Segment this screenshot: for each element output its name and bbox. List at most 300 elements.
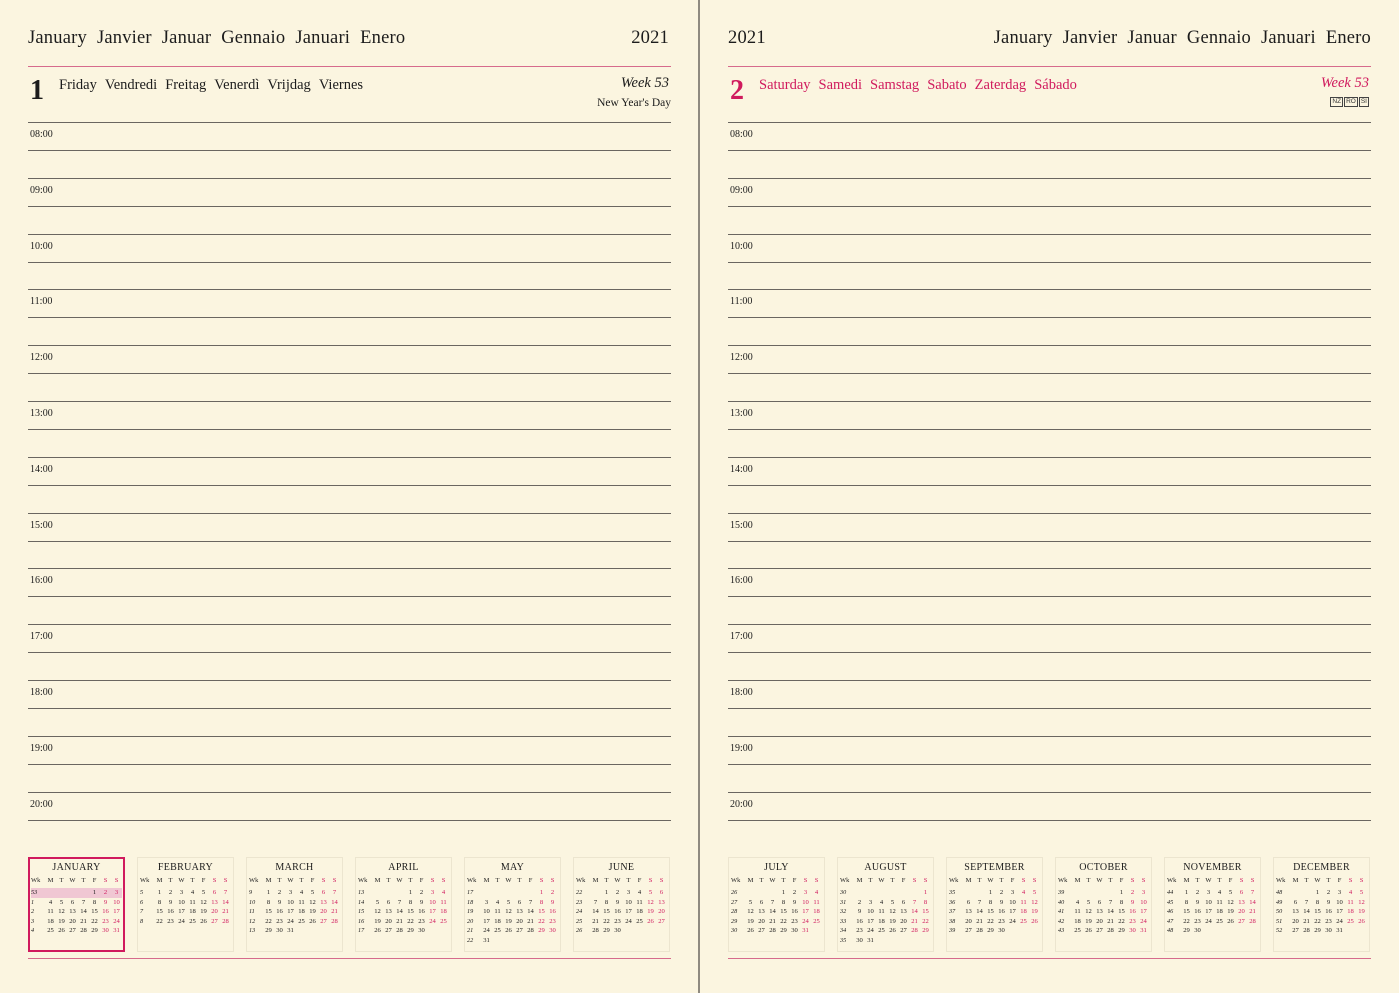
calendar-week-row	[731, 926, 822, 936]
calendar-week-row	[358, 907, 449, 917]
month-name: Gennaio	[221, 28, 286, 48]
day-name: Friday	[59, 77, 97, 93]
weekday-label: T	[59, 877, 64, 884]
calendar-day: 22	[538, 917, 545, 925]
week-number: 31	[840, 898, 847, 906]
mini-calendar-may	[464, 857, 561, 952]
calendar-day: 3	[868, 898, 873, 906]
weekday-label: T	[81, 877, 86, 884]
calendar-day: 14	[769, 908, 776, 916]
calendar-day: 15	[91, 908, 98, 916]
calendar-day	[318, 926, 329, 936]
week-number: 38	[949, 917, 956, 925]
calendar-day: 11	[189, 898, 196, 906]
calendar-week-row	[467, 926, 558, 936]
weekday-label: T	[1326, 877, 1331, 884]
calendar-day: 2	[277, 889, 282, 896]
time-label: 08:00	[30, 129, 53, 140]
calendar-day: 19	[1085, 917, 1092, 925]
weekday-label: W	[769, 877, 776, 884]
calendar-day: 21	[592, 917, 599, 925]
calendar-month-name: JUNE	[608, 862, 635, 873]
calendar-day: 18	[1347, 908, 1354, 916]
time-label: 09:00	[30, 184, 53, 196]
calendar-day: 7	[912, 898, 917, 906]
calendar-day: 27	[758, 927, 765, 935]
header-rule	[728, 66, 1371, 67]
calendar-day: 6	[901, 898, 906, 906]
calendar-day: 14	[222, 898, 229, 906]
calendar-day: 22	[603, 917, 610, 925]
week-number: 33	[840, 917, 847, 925]
month-name: Enero	[360, 28, 406, 48]
calendar-day: 17	[178, 908, 185, 916]
weekday-label: S	[539, 877, 544, 884]
calendar-day: 20	[320, 908, 327, 916]
calendar-day: 19	[374, 917, 381, 925]
calendar-day: 27	[69, 927, 76, 935]
weekday-label: F	[528, 877, 533, 884]
time-label: 13:00	[730, 408, 753, 419]
calendar-day: 10	[113, 898, 120, 906]
weekday-label: F	[201, 877, 206, 884]
calendar-week-row	[731, 898, 822, 908]
calendar-day: 16	[1325, 908, 1332, 916]
calendar-day: 1	[1119, 889, 1124, 896]
calendar-day: 8	[1184, 898, 1189, 906]
calendar-week-row	[731, 888, 822, 898]
calendar-day: 5	[59, 898, 64, 906]
calendar-week-row	[576, 926, 667, 936]
calendar-day: 9	[792, 898, 797, 906]
calendar-day: 30	[856, 936, 863, 944]
calendar-week-row	[467, 907, 558, 917]
calendar-day: 21	[1303, 917, 1310, 925]
calendar-day: 27	[1292, 927, 1299, 935]
hour-rule	[728, 206, 1371, 207]
calendar-day: 16	[418, 908, 425, 916]
calendar-day: 27	[320, 917, 327, 925]
hour-rule	[28, 736, 671, 737]
week-number: 12	[249, 917, 256, 925]
weekday-label: F	[1119, 877, 1124, 884]
calendar-day: 30	[276, 927, 283, 935]
calendar-day: 3	[179, 889, 184, 896]
weekday-label: T	[495, 877, 500, 884]
calendar-day	[1290, 888, 1301, 898]
calendar-day	[811, 926, 822, 936]
calendar-day: 19	[505, 917, 512, 925]
calendar-day: 9	[550, 898, 555, 906]
calendar-day: 1	[266, 889, 271, 896]
mini-calendar-march	[246, 857, 343, 952]
day-number: 2	[730, 75, 744, 106]
calendar-day: 17	[1205, 908, 1212, 916]
calendar-day: 3	[1141, 889, 1146, 896]
calendar-day: 14	[976, 908, 983, 916]
calendar-day	[876, 888, 887, 898]
calendar-week-row	[1167, 926, 1258, 936]
calendar-day: 20	[965, 917, 972, 925]
calendar-day	[898, 888, 909, 898]
calendar-day: 2	[419, 889, 424, 896]
week-number: 25	[576, 917, 583, 925]
day-name: Sábado	[1034, 77, 1077, 93]
calendar-day: 26	[374, 927, 381, 935]
calendar-day: 25	[189, 917, 196, 925]
hour-rule	[728, 820, 1371, 821]
calendar-day: 25	[1074, 927, 1081, 935]
week-number: 14	[358, 898, 365, 906]
calendar-day	[756, 888, 767, 898]
calendar-month-name: DECEMBER	[1293, 862, 1350, 873]
calendar-grid	[140, 888, 231, 926]
calendar-day: 20	[385, 917, 392, 925]
calendar-day: 30	[1194, 927, 1201, 935]
weekday-label: S	[550, 877, 555, 884]
calendar-day: 23	[998, 917, 1005, 925]
calendar-day: 3	[1010, 889, 1015, 896]
weekday-label: F	[901, 877, 906, 884]
hour-rule	[28, 513, 671, 514]
calendar-day: 19	[58, 917, 65, 925]
month-name: Janvier	[96, 28, 152, 48]
calendar-day	[45, 888, 56, 898]
calendar-day	[1105, 888, 1116, 898]
calendar-day: 12	[647, 898, 654, 906]
hour-rule	[28, 206, 671, 207]
calendar-day	[854, 888, 865, 898]
hour-rule	[28, 317, 671, 318]
day-name: Venerdì	[214, 77, 260, 93]
calendar-day: 2	[1326, 889, 1331, 896]
calendar-day: 14	[527, 908, 534, 916]
calendar-day: 8	[539, 898, 544, 906]
calendar-day	[1247, 926, 1258, 936]
calendar-day: 4	[1217, 889, 1222, 896]
calendar-day: 23	[102, 917, 109, 925]
calendar-day: 13	[1096, 908, 1103, 916]
calendar-day: 21	[331, 908, 338, 916]
calendar-day: 14	[1303, 908, 1310, 916]
weekday-label: S	[814, 877, 819, 884]
calendar-day: 28	[976, 927, 983, 935]
weekday-label: W	[69, 877, 76, 884]
calendar-day: 23	[1129, 917, 1136, 925]
calendar-day: 20	[69, 917, 76, 925]
calendar-day: 15	[265, 908, 272, 916]
calendar-day: 26	[647, 917, 654, 925]
calendar-day: 28	[769, 927, 776, 935]
calendar-day: 30	[102, 927, 109, 935]
calendar-day: 19	[309, 908, 316, 916]
hour-rule	[728, 513, 1371, 514]
weekday-label: W	[1314, 877, 1321, 884]
calendar-day: 21	[222, 908, 229, 916]
calendar-week-row	[467, 936, 558, 946]
calendar-day: 11	[1020, 898, 1027, 906]
week-number: 18	[467, 898, 474, 906]
week-col-label: Wk	[840, 877, 850, 884]
mini-calendar-december	[1273, 857, 1370, 952]
calendar-week-row	[949, 917, 1040, 927]
calendar-day: 8	[1315, 898, 1320, 906]
week-number: 42	[1058, 917, 1065, 925]
calendar-day	[56, 888, 67, 898]
calendar-day: 7	[1108, 898, 1113, 906]
calendar-day: 26	[1358, 917, 1365, 925]
calendar-day: 23	[1325, 917, 1332, 925]
calendar-day: 10	[625, 898, 632, 906]
holiday-badge: SI	[1360, 98, 1367, 105]
calendar-week-row	[140, 888, 231, 898]
calendar-day: 3	[114, 889, 119, 896]
calendar-day: 21	[396, 917, 403, 925]
calendar-day	[909, 936, 920, 946]
calendar-day: 1	[781, 889, 786, 896]
calendar-day	[296, 926, 307, 936]
time-label: 09:00	[730, 184, 753, 196]
week-number: 43	[1058, 927, 1065, 935]
weekday-label: T	[168, 877, 173, 884]
calendar-day: 22	[265, 917, 272, 925]
calendar-weekday-header	[949, 877, 1040, 886]
weekday-label: S	[441, 877, 446, 884]
hour-rule	[28, 234, 671, 235]
calendar-day: 18	[636, 908, 643, 916]
week-number: 47	[1167, 917, 1174, 925]
hour-rule	[728, 429, 1371, 430]
calendar-day: 7	[1250, 889, 1255, 896]
calendar-day: 15	[1314, 908, 1321, 916]
calendar-day: 1	[1184, 889, 1189, 896]
weekday-label: S	[803, 877, 808, 884]
calendar-day: 31	[113, 927, 120, 935]
time-label: 19:00	[730, 742, 753, 754]
calendar-day	[1007, 926, 1018, 936]
weekday-label: S	[321, 877, 326, 884]
calendar-day: 19	[1227, 908, 1234, 916]
calendar-day: 4	[299, 889, 304, 896]
calendar-day: 16	[856, 917, 863, 925]
calendar-day: 6	[759, 898, 764, 906]
calendar-day: 30	[1325, 927, 1332, 935]
calendar-day: 2	[999, 889, 1004, 896]
calendar-day: 28	[911, 927, 918, 935]
calendar-day: 18	[189, 908, 196, 916]
calendar-day: 13	[211, 898, 218, 906]
calendar-day: 26	[889, 927, 896, 935]
week-number: 35	[840, 936, 847, 944]
calendar-day	[536, 936, 547, 946]
week-number: 53	[31, 889, 38, 896]
weekday-label: F	[92, 877, 97, 884]
calendar-grid	[467, 888, 558, 946]
day-name: Saturday	[759, 77, 811, 93]
time-label: 15:00	[730, 519, 753, 531]
week-number: 11	[249, 908, 255, 916]
calendar-day: 25	[1216, 917, 1223, 925]
calendar-day: 21	[769, 917, 776, 925]
weekday-label: S	[212, 877, 217, 884]
calendar-grid	[358, 888, 449, 936]
week-col-label: Wk	[576, 877, 586, 884]
week-number: 49	[1276, 898, 1283, 906]
calendar-day	[67, 888, 78, 898]
weekday-label: T	[1086, 877, 1091, 884]
calendar-day: 20	[1096, 917, 1103, 925]
calendar-month-name: SEPTEMBER	[964, 862, 1025, 873]
calendar-day: 5	[1359, 889, 1364, 896]
calendar-day: 2	[168, 889, 173, 896]
calendar-day: 29	[538, 927, 545, 935]
calendar-week-row	[949, 926, 1040, 936]
week-number: 21	[467, 927, 474, 935]
week-number: 10	[249, 898, 256, 906]
weekday-label: T	[781, 877, 786, 884]
calendar-week-row	[840, 898, 931, 908]
week-number: 20	[467, 917, 474, 925]
calendar-day	[909, 888, 920, 898]
week-number: 5	[140, 889, 144, 896]
weekday-label: M	[156, 877, 163, 884]
calendar-day: 10	[287, 898, 294, 906]
hour-rule	[728, 764, 1371, 765]
calendar-day: 21	[911, 917, 918, 925]
day-name: Sabato	[927, 77, 967, 93]
month-name: Gennaio	[1186, 28, 1251, 48]
weekday-label: S	[1032, 877, 1037, 884]
calendar-day: 9	[103, 898, 108, 906]
calendar-day: 10	[1140, 898, 1147, 906]
calendar-day: 17	[1140, 908, 1147, 916]
calendar-day: 30	[614, 927, 621, 935]
calendar-day: 17	[867, 917, 874, 925]
calendar-day	[1236, 926, 1247, 936]
calendar-week-row	[731, 907, 822, 917]
mini-calendar-january	[28, 857, 125, 952]
calendar-day: 9	[1326, 898, 1331, 906]
calendar-day	[307, 926, 318, 936]
calendar-day: 9	[168, 898, 173, 906]
calendar-day	[514, 936, 525, 946]
calendar-day: 12	[1227, 898, 1234, 906]
calendar-week-row	[1167, 907, 1258, 917]
calendar-week-row	[1276, 907, 1367, 917]
week-number: 48	[1276, 889, 1283, 896]
calendar-day: 28	[1107, 927, 1114, 935]
weekday-label: S	[1021, 877, 1026, 884]
calendar-day: 24	[429, 917, 436, 925]
hour-rule	[728, 708, 1371, 709]
hour-rule	[28, 122, 671, 123]
calendar-day	[745, 888, 756, 898]
calendar-day: 20	[900, 917, 907, 925]
time-label: 16:00	[30, 575, 53, 587]
day-number: 1	[30, 75, 44, 106]
calendar-day: 11	[813, 898, 820, 906]
calendar-weekday-header	[840, 877, 931, 886]
weekday-label: T	[604, 877, 609, 884]
weekday-label: S	[1359, 877, 1364, 884]
calendar-day: 26	[1031, 917, 1038, 925]
calendar-day: 22	[407, 917, 414, 925]
calendar-day: 19	[1358, 908, 1365, 916]
time-label: 15:00	[30, 519, 53, 531]
hour-rule	[728, 122, 1371, 123]
calendar-day	[634, 926, 645, 936]
calendar-day: 7	[332, 889, 337, 896]
calendar-week-row	[840, 936, 931, 946]
calendar-day: 19	[200, 908, 207, 916]
week-number: 51	[1276, 917, 1283, 925]
calendar-day: 4	[637, 889, 642, 896]
weekday-label: S	[1239, 877, 1244, 884]
week-col-label: Wk	[949, 877, 959, 884]
calendar-day: 27	[900, 927, 907, 935]
month-name: Enero	[1325, 28, 1371, 48]
week-number: 15	[358, 908, 365, 916]
calendar-day	[645, 926, 656, 936]
calendar-grid	[249, 888, 340, 936]
calendar-day	[503, 888, 514, 898]
calendar-day: 28	[80, 927, 87, 935]
calendar-day: 28	[1249, 917, 1256, 925]
hour-rule	[28, 345, 671, 346]
calendar-week-row	[140, 898, 231, 908]
calendar-day: 10	[1205, 898, 1212, 906]
calendar-day: 2	[857, 898, 862, 906]
calendar-day	[1018, 926, 1029, 936]
calendar-week-row	[467, 888, 558, 898]
calendar-day: 25	[813, 917, 820, 925]
calendar-day: 1	[157, 889, 162, 896]
calendar-day: 30	[998, 927, 1005, 935]
calendar-day: 14	[911, 908, 918, 916]
calendar-day	[1072, 888, 1083, 898]
holiday-label: New Year's Day	[597, 97, 671, 109]
calendar-week-row	[1276, 917, 1367, 927]
weekday-label: M	[592, 877, 599, 884]
calendar-day	[525, 936, 536, 946]
calendar-day: 1	[92, 889, 97, 896]
hour-rule	[728, 541, 1371, 542]
calendar-day: 27	[385, 927, 392, 935]
calendar-day: 16	[549, 908, 556, 916]
calendar-day	[503, 936, 514, 946]
calendar-day: 12	[1358, 898, 1365, 906]
calendar-day: 24	[802, 917, 809, 925]
calendar-day: 10	[867, 908, 874, 916]
month-name: January	[993, 28, 1053, 48]
calendar-day: 9	[615, 898, 620, 906]
calendar-day: 12	[309, 898, 316, 906]
calendar-day: 9	[1130, 898, 1135, 906]
calendar-day: 17	[429, 908, 436, 916]
calendar-day: 12	[889, 908, 896, 916]
calendar-day: 11	[494, 908, 501, 916]
calendar-week-row	[140, 907, 231, 917]
weekday-label: M	[1074, 877, 1081, 884]
calendar-day: 2	[103, 889, 108, 896]
calendar-day: 3	[1337, 889, 1342, 896]
calendar-day: 5	[1228, 889, 1233, 896]
calendar-day: 14	[80, 908, 87, 916]
calendar-day: 14	[396, 908, 403, 916]
calendar-day: 4	[1075, 898, 1080, 906]
page-fold	[698, 0, 700, 993]
day-names	[59, 77, 371, 94]
